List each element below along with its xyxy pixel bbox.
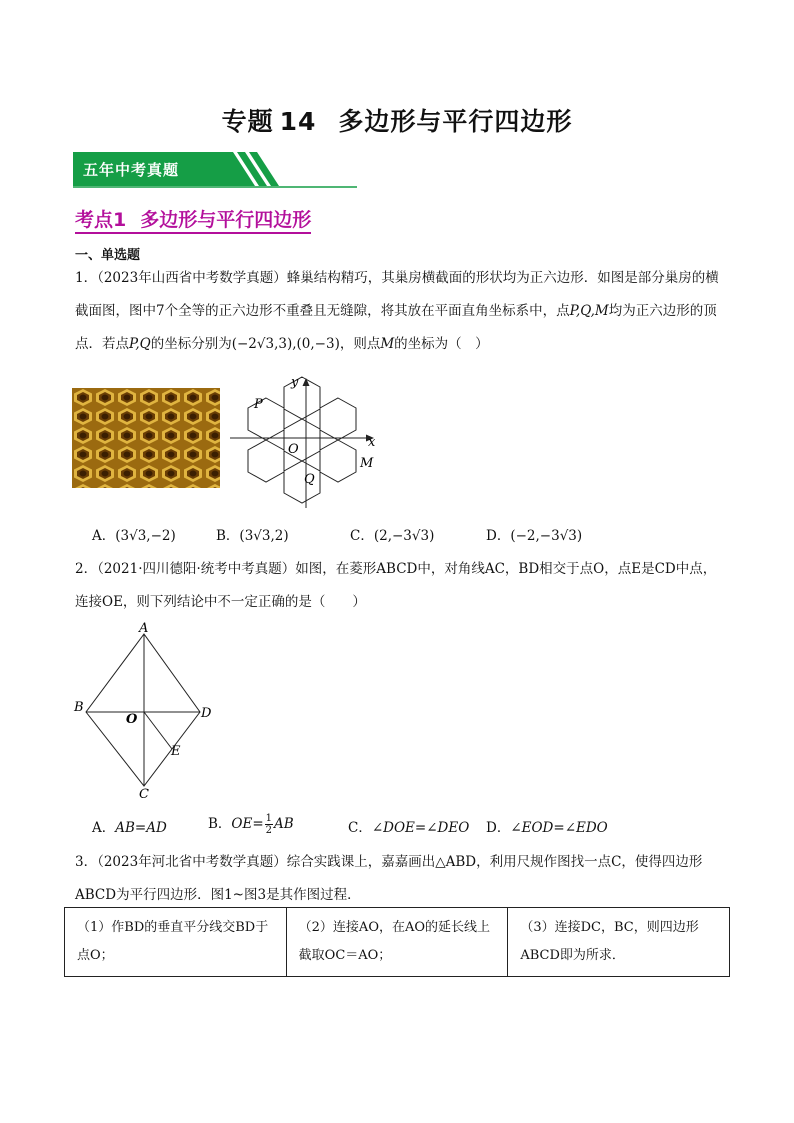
step-3: （3）连接DC，BC，则四边形ABCD即为所求． bbox=[508, 908, 730, 977]
label-M: M bbox=[360, 456, 374, 471]
q1-choice-d[interactable]: D．(−2,−3√3) bbox=[486, 528, 583, 544]
label-A: A bbox=[139, 622, 149, 636]
label-P: P bbox=[254, 397, 263, 412]
label-C: C bbox=[139, 787, 149, 798]
title-number: 14 bbox=[279, 107, 317, 136]
q1-coords: (−2√3,3),(0,−3) bbox=[231, 336, 340, 352]
rhombus-figure bbox=[70, 622, 220, 798]
construction-steps-table bbox=[64, 907, 730, 977]
question-1: 1．（2023年山西省中考数学真题）蜂巢结构精巧，其巢房横截面的形状均为正六边形．如图是部分巢房的横截面图，图中7个全等的正六边形不重叠且无缝隙，将其放在平面直角坐标系中，点P,Q,M均为正六边形的顶点．若点P,Q的坐标分别为(−2√3,3),(0,−3)，则点M的坐标为（ ） bbox=[75, 270, 719, 352]
step-2: （2）连接AO，在AO的延长线上截取OC＝AO； bbox=[286, 908, 508, 977]
x-axis-label: x bbox=[368, 435, 376, 450]
banner-label: 五年中考真题 bbox=[83, 161, 180, 179]
q2-choice-c[interactable]: C．∠DOE=∠DEO bbox=[348, 820, 470, 836]
label-Q: Q bbox=[304, 472, 315, 487]
hexagon-figure bbox=[226, 372, 386, 512]
q1-choice-a[interactable]: A．(3√3,−2) bbox=[92, 528, 176, 544]
y-axis-label: y bbox=[291, 375, 299, 390]
question-3: 3．（2023年河北省中考数学真题）综合实践课上，嘉嘉画出△ABD，利用尺规作图找一点C，使得四边形 ABCD为平行四边形．图1~图3是其作图过程． bbox=[75, 854, 703, 903]
label-E: E bbox=[171, 744, 181, 759]
q2-source: 2．（2021·四川德阳·统考中考真题） bbox=[75, 561, 296, 577]
page-title bbox=[0, 102, 794, 138]
title-main: 多边形与平行四边形 bbox=[338, 107, 573, 136]
q2-choice-b[interactable]: B．OE= $\frac{1}{2}$ AB bbox=[208, 813, 294, 836]
label-O: O bbox=[288, 442, 299, 457]
q1-source: 1．（2023年山西省中考数学真题） bbox=[75, 270, 287, 286]
q2-choice-a[interactable]: A．AB=AD bbox=[92, 820, 167, 836]
topic-heading: 考点1 多边形与平行四边形 bbox=[75, 208, 311, 234]
title-prefix: 专题 bbox=[221, 107, 274, 136]
q3-source: 3．（2023年河北省中考数学真题） bbox=[75, 854, 287, 870]
q1-choice-b[interactable]: B．(3√3,2) bbox=[216, 528, 289, 544]
q2-choice-d[interactable]: D．∠EOD=∠EDO bbox=[486, 820, 608, 836]
label-B: B bbox=[74, 700, 84, 715]
step-1: （1）作BD的垂直平分线交BD于点O； bbox=[65, 908, 287, 977]
q1-choice-c[interactable]: C．(2,−3√3) bbox=[350, 528, 435, 544]
section-heading: 一、单选题 bbox=[75, 248, 141, 263]
honeycomb-photo bbox=[72, 388, 220, 488]
question-2: 2．（2021·四川德阳·统考中考真题）如图，在菱形ABCD中，对角线AC，BD相交于点O，点E是CD中点， 连接OE，则下列结论中不一定正确的是（ ） bbox=[75, 561, 717, 610]
label-O: O bbox=[126, 712, 138, 727]
label-D: D bbox=[201, 706, 212, 721]
